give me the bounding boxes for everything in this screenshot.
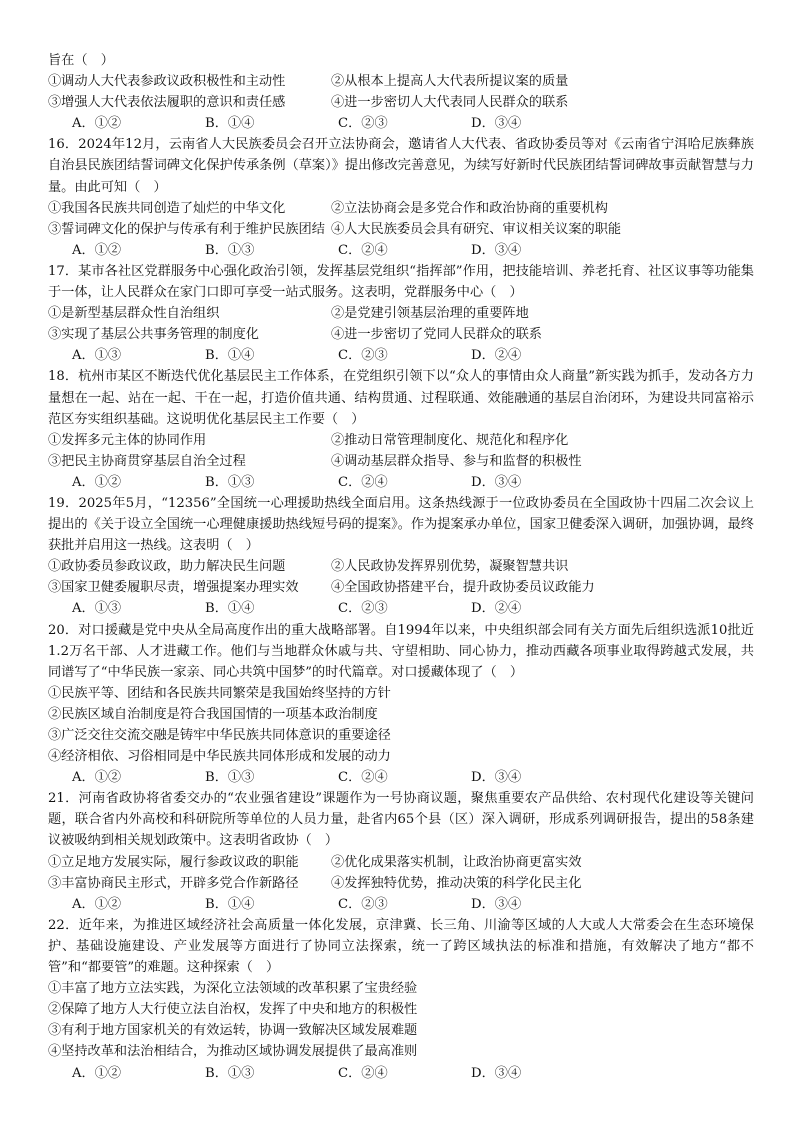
- question-22: [48, 915, 754, 1084]
- option: ③广泛交往交流交融是铸牢中华民族共同体意识的重要途径: [48, 728, 391, 743]
- question-20: [48, 620, 754, 789]
- answer-choice: C．②③: [338, 348, 388, 364]
- option: ④发挥独特优势，推动决策的科学化民主化: [331, 875, 582, 891]
- answer-choice: C．②④: [338, 1065, 388, 1081]
- option: ④人大民族委员会具有研究、审议相关议案的职能: [331, 221, 622, 237]
- answer-choice: D．②④: [471, 348, 522, 364]
- option: ③把民主协商贯穿基层自治全过程: [48, 453, 246, 469]
- answer-choice: A．①②: [72, 896, 122, 912]
- option: ①政协委员参政议政，助力解决民生问题: [48, 559, 286, 575]
- option: ②人民政协发挥界别优势，凝聚智慧共识: [331, 559, 569, 575]
- answer-choice: B．①④: [205, 116, 255, 132]
- question-stem: 旨在（ ）: [48, 53, 114, 68]
- answer-choice: D．③④: [471, 770, 522, 786]
- question-stem: 18．杭州市某区不断迭代优化基层民主工作体系，在党组织引领下以“众人的事情由众人商量”新实践为抓手，发动各方力量想在一起、站在一起、干在一起，打造价值共通、结构贯通、过程联通、效能融通的基层自治闭环，为建设共同富裕示范区夯实组织基础。这说明优化基层民主工作要（ ）: [48, 369, 754, 427]
- option: ④进一步密切了党同人民群众的联系: [331, 327, 542, 343]
- answer-choice: D．②④: [471, 601, 522, 617]
- option-row: [48, 324, 754, 345]
- question-stem: 21．河南省政协将省委交办的“农业强省建设”课题作为一号协商议题，聚焦重要农产品供给、农村现代化建设等关键问题，联合省内外高校和科研院所等单位的人员力量，赴省内65个县（区）深入调研，形成系列调研报告，提出的58条建议被吸纳到相关规划政策中。这表明省政协（ ）: [48, 791, 754, 849]
- option: ①调动人大代表参政议政积极性和主动性: [48, 74, 286, 90]
- answer-choices: [48, 767, 754, 788]
- question-stem: 16．2024年12月，云南省人大民族委员会召开立法协商会，邀请省人大代表、省政协委员等对《云南省宁洱哈尼族彝族自治县民族团结誓词碑文化保护传承条例（草案）》提出修改完善意见，为续写好新时代民族团结誓词碑故事贡献智慧与力量。由此可知（ ）: [48, 137, 754, 195]
- question-stem: 17．某市各社区党群服务中心强化政治引领，发挥基层党组织“指挥部”作用，把技能培训、养老托育、社区议事等功能集于一体，让人民群众在家门口即可享受一站式服务。这表明，党群服务中心（ ）: [48, 263, 754, 301]
- option-row: [48, 219, 754, 240]
- option: ③实现了基层公共事务管理的制度化: [48, 327, 259, 343]
- answer-choices: [48, 113, 754, 134]
- option: ②优化成果落实机制，让政治协商更富实效: [331, 854, 582, 870]
- option: ②推动日常管理制度化、规范化和程序化: [331, 432, 569, 448]
- option-row: [48, 303, 754, 324]
- option: ①民族平等、团结和各民族共同繁荣是我国始终坚持的方针: [48, 685, 391, 701]
- answer-choice: D．③④: [471, 896, 522, 912]
- answer-choice: C．②③: [338, 601, 388, 617]
- answer-choice: D．③④: [471, 1065, 522, 1081]
- option-row: [48, 451, 754, 472]
- option: ②立法协商会是多党合作和政治协商的重要机构: [331, 200, 608, 216]
- option: ③丰富协商民主形式，开辟多党合作新路径: [48, 875, 299, 891]
- question-21: [48, 788, 754, 915]
- answer-choice: C．②④: [338, 770, 388, 786]
- option-row: [48, 873, 754, 894]
- option: ①发挥多元主体的协同作用: [48, 432, 207, 448]
- answer-choices: [48, 345, 754, 366]
- answer-choice: D．③④: [471, 116, 522, 132]
- option-row: [48, 430, 754, 451]
- answer-choice: D．③④: [471, 242, 522, 258]
- option: ④经济相依、习俗相同是中华民族共同体形成和发展的动力: [48, 749, 391, 765]
- answer-choices: [48, 1063, 754, 1084]
- option: ④坚持改革和法治相结合，为推动区域协调发展提供了最高准则: [48, 1044, 418, 1060]
- option-row: [48, 92, 754, 113]
- answer-choice: A．①②: [72, 770, 122, 786]
- answer-choice: C．②④: [338, 474, 388, 490]
- answer-choice: C．②③: [338, 896, 388, 912]
- option: ②保障了地方人大行使立法自治权，发挥了中央和地方的积极性: [48, 1002, 418, 1018]
- option-row: [48, 71, 754, 92]
- answer-choice: C．②③: [338, 116, 388, 132]
- option: ①丰富了地方立法实践，为深化立法领域的改革积累了宝贵经验: [48, 981, 418, 997]
- option: ②民族区域自治制度是符合我国国情的一项基本政治制度: [48, 706, 378, 722]
- question-15-tail: [48, 50, 754, 134]
- answer-choices: [48, 598, 754, 619]
- answer-choice: B．①④: [205, 348, 255, 364]
- answer-choices: [48, 240, 754, 261]
- option: ③国家卫健委履职尽责，增强提案办理实效: [48, 580, 299, 596]
- answer-choice: A．①②: [72, 242, 122, 258]
- answer-choice: B．①③: [205, 1065, 255, 1081]
- question-17: [48, 261, 754, 366]
- option-row: [48, 556, 754, 577]
- option: ①是新型基层群众性自治组织: [48, 306, 220, 322]
- option: ②从根本上提高人大代表所提议案的质量: [331, 74, 569, 90]
- option: ③有利于地方国家机关的有效运转，协调一致解决区域发展难题: [48, 1023, 418, 1039]
- question-19: [48, 493, 754, 620]
- answer-choice: B．①③: [205, 242, 255, 258]
- answer-choice: B．①③: [205, 474, 255, 490]
- answer-choice: B．①④: [205, 601, 255, 617]
- answer-choice: A．①③: [72, 348, 122, 364]
- question-stem: 22．近年来，为推进区域经济社会高质量一体化发展，京津冀、长三角、川渝等区域的人大或人大常委会在生态环境保护、基础设施建设、产业发展等方面进行了协同立法探索，统一了跨区域执法的标准和措施，有效解决了地方“都不管”和“都要管”的难题。这种探索（ ）: [48, 917, 754, 976]
- question-18: [48, 366, 754, 493]
- answer-choice: A．①②: [72, 1065, 122, 1081]
- option: ③增强人大代表依法履职的意识和责任感: [48, 95, 286, 111]
- option: ④调动基层群众指导、参与和监督的积极性: [331, 453, 582, 469]
- question-stem: 19．2025年5月，“12356”全国统一心理援助热线全面启用。这条热线源于一位政协委员在全国政协十四届二次会议上提出的《关于设立全国统一心理健康援助热线短号码的提案》。作为提案承办单位，国家卫健委深入调研，加强协调，最终获批并启用这一热线。这表明（ ）: [48, 495, 754, 554]
- answer-choices: [48, 894, 754, 915]
- question-16: [48, 134, 754, 261]
- option: ④全国政协搭建平台，提升政协委员议政能力: [331, 580, 595, 596]
- answer-choice: D．③④: [471, 474, 522, 490]
- question-stem: 20．对口援藏是党中央从全局高度作出的重大战略部署。自1994年以来，中央组织部会同有关方面先后组织选派10批近1.2万名干部、人才进藏工作。他们与当地群众休戚与共、守望相助、同心协力，推动西藏各项事业取得跨越式发展，共同谱写了“中华民族一家亲、同心共筑中国梦”的时代篇章。对口援藏体现了（ ）: [48, 622, 754, 680]
- answer-choice: B．①④: [205, 896, 255, 912]
- option-row: [48, 852, 754, 873]
- option: ①我国各民族共同创造了灿烂的中华文化: [48, 200, 286, 216]
- answer-choice: A．①③: [72, 601, 122, 617]
- option: ④进一步密切人大代表同人民群众的联系: [331, 95, 569, 111]
- answer-choice: B．①③: [205, 770, 255, 786]
- option-row: [48, 198, 754, 219]
- answer-choices: [48, 472, 754, 493]
- option: ③誓词碑文化的保护与传承有利于维护民族团结: [48, 221, 325, 237]
- answer-choice: A．①②: [72, 116, 122, 132]
- answer-choice: C．②④: [338, 242, 388, 258]
- option: ①立足地方发展实际，履行参政议政的职能: [48, 854, 299, 870]
- answer-choice: A．①②: [72, 474, 122, 490]
- option: ②是党建引领基层治理的重要阵地: [331, 306, 529, 322]
- option-row: [48, 577, 754, 598]
